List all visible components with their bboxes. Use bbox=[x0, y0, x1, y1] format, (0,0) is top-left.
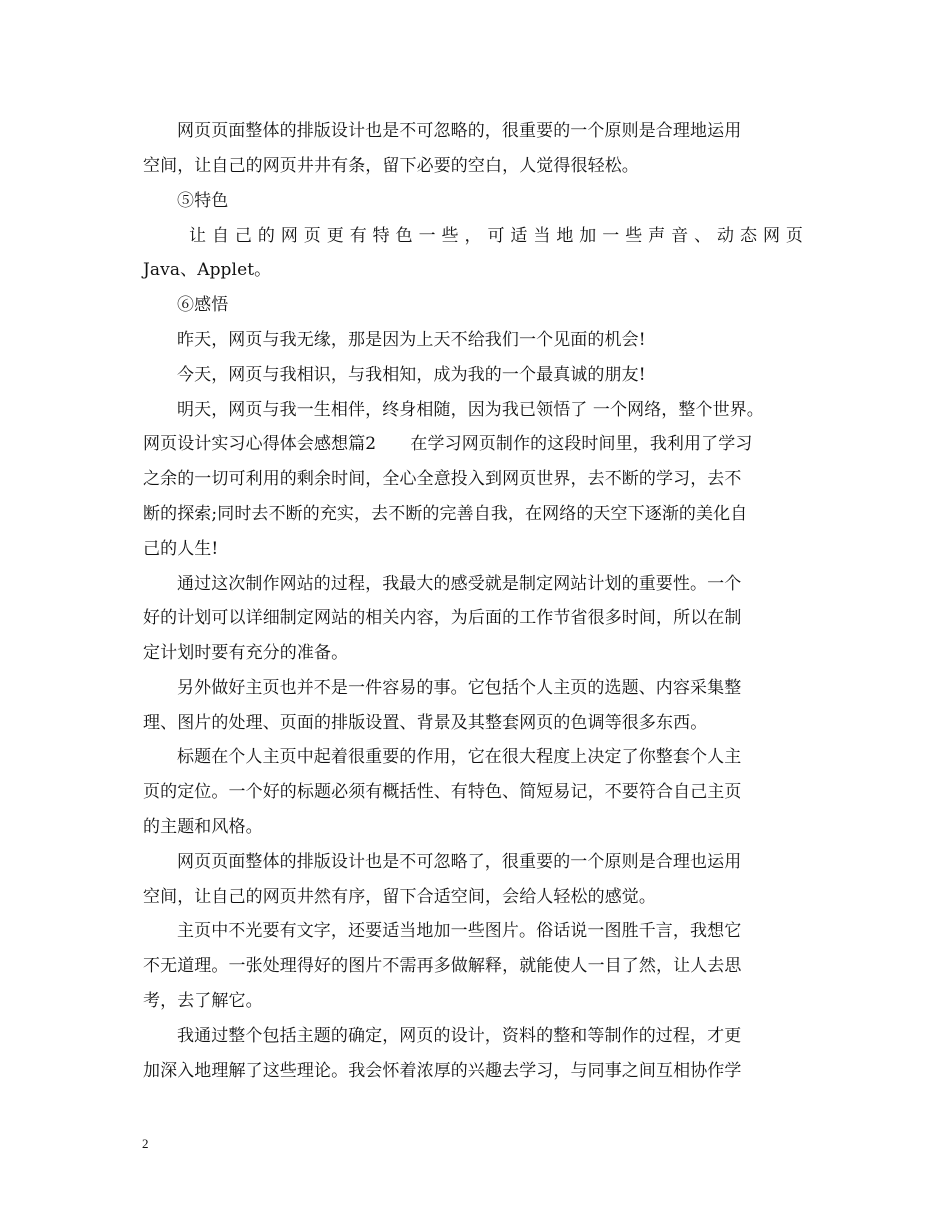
text-line: 己的人生! bbox=[143, 539, 219, 559]
text-line: 的主题和风格。 bbox=[143, 817, 263, 837]
text-line: 标题在个人主页中起着很重要的作用，它在很大程度上决定了你整套个人主 bbox=[177, 747, 742, 767]
text-line: Java、Applet。 bbox=[143, 260, 272, 280]
text-line: 主页中不光要有文字，还要适当地加一些图片。俗话说一图胜千言，我想它 bbox=[177, 921, 742, 941]
text-line: 理、图片的处理、页面的排版设置、背景及其整套网页的色调等很多东西。 bbox=[143, 713, 708, 733]
text-line: 不无道理。一张处理得好的图片不需再多做解释，就能使人一目了然，让人去思 bbox=[143, 956, 742, 976]
page-number: 2 bbox=[142, 1136, 149, 1151]
text-line: 让自己的网页更有特色一些，可适当地加一些声音、动态网页 bbox=[189, 226, 803, 246]
text-line: 空间，让自己的网页井然有序，留下合适空间，会给人轻松的感觉。 bbox=[143, 887, 656, 907]
text-line: 页的定位。一个好的标题必须有概括性、有特色、简短易记，不要符合自己主页 bbox=[143, 782, 742, 802]
text-line: 今天，网页与我相识，与我相知，成为我的一个最真诚的朋友! bbox=[177, 365, 646, 385]
text-line: 加深入地理解了这些理论。我会怀着浓厚的兴趣去学习，与同事之间互相协作学 bbox=[143, 1061, 742, 1081]
text-line: 通过这次制作网站的过程，我最大的感受就是制定网站计划的重要性。一个 bbox=[177, 574, 742, 594]
section-title-line: 网页设计实习心得体会感想篇2 在学习网页制作的这段时间里，我利用了学习 bbox=[143, 434, 753, 454]
text-line: 空间，让自己的网页井井有条，留下必要的空白，人觉得很轻松。 bbox=[143, 156, 639, 176]
text-line: 明天，网页与我一生相伴，终身相随，因为我已领悟了 一个网络，整个世界。 bbox=[177, 400, 764, 420]
text-line: 网页页面整体的排版设计也是不可忽略的，很重要的一个原则是合理地运用 bbox=[177, 121, 742, 141]
text-line: 昨天，网页与我无缘，那是因为上天不给我们一个见面的机会! bbox=[177, 330, 646, 350]
text-line: 好的计划可以详细制定网站的相关内容，为后面的工作节省很多时间，所以在制 bbox=[143, 608, 742, 628]
text-line: 我通过整个包括主题的确定，网页的设计，资料的整和等制作的过程，才更 bbox=[177, 1026, 742, 1046]
text-line: 考，去了解它。 bbox=[143, 991, 263, 1011]
section-heading: ⑤特色 bbox=[177, 191, 229, 211]
text-line: 另外做好主页也并不是一件容易的事。它包括个人主页的选题、内容采集整 bbox=[177, 678, 742, 698]
text-line: 断的探索;同时去不断的充实，去不断的完善自我，在网络的天空下逐渐的美化自 bbox=[143, 504, 748, 524]
text-line: 网页页面整体的排版设计也是不可忽略了，很重要的一个原则是合理也运用 bbox=[177, 852, 742, 872]
text-line: 定计划时要有充分的准备。 bbox=[143, 643, 349, 663]
text-line: 之余的一切可利用的剩余时间，全心全意投入到网页世界，去不断的学习，去不 bbox=[143, 469, 742, 489]
section-heading: ⑥感悟 bbox=[177, 295, 229, 315]
